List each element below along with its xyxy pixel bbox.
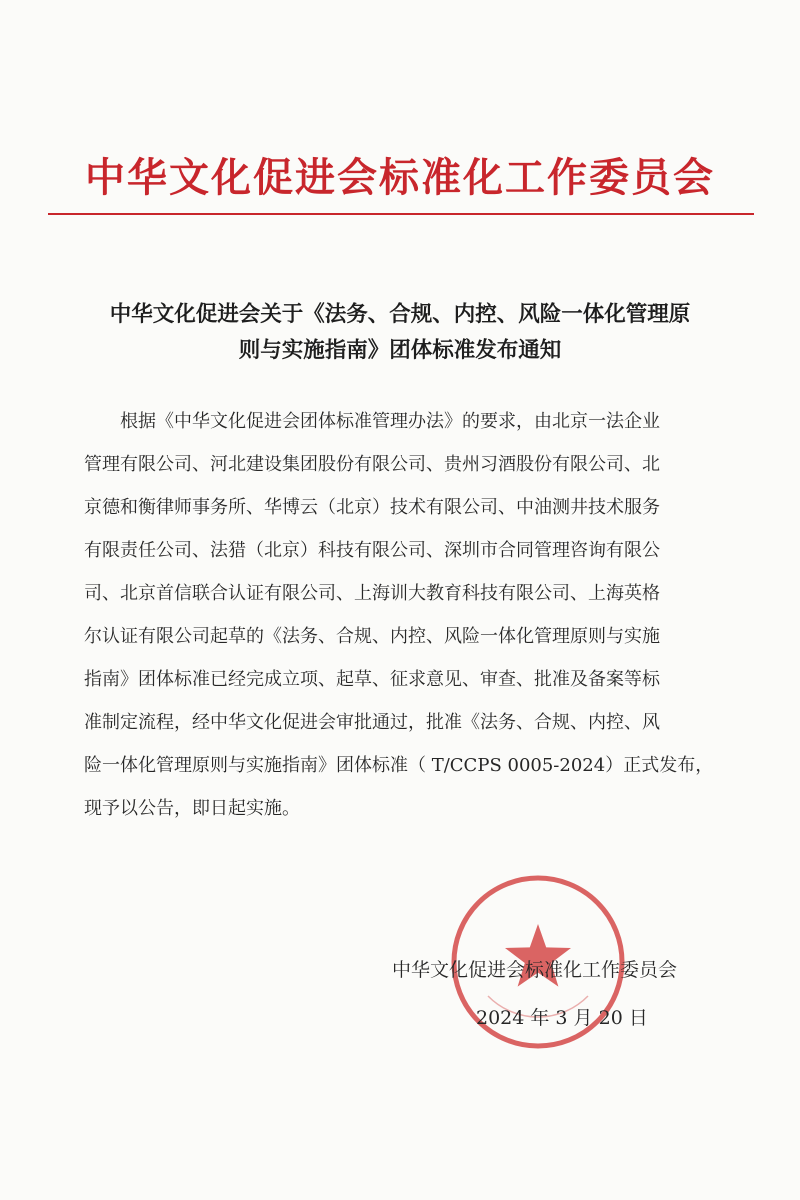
notice-body — [84, 400, 724, 830]
notice-title-line: 中华文化促进会关于《法务、合规、内控、风险一体化管理原 — [109, 302, 691, 327]
body-line: 根据《中华文化促进会团体标准管理办法》的要求，由北京一法企业 — [120, 411, 660, 432]
body-line: 管理有限公司、河北建设集团股份有限公司、贵州习酒股份有限公司、北 — [84, 454, 660, 475]
letterhead: 中华文化促进会标准化工作委员会 — [85, 155, 715, 201]
body-line: 险一体化管理原则与实施指南》团体标准（ T/CCPS 0005-2024）正式发布， — [84, 755, 714, 776]
signature-org: 中华文化促进会标准化工作委员会 — [392, 959, 678, 981]
notice-title — [60, 297, 740, 369]
body-line: 现予以公告，即日起实施。 — [84, 798, 300, 819]
body-line: 准制定流程，经中华文化促进会审批通过，批准《法务、合规、内控、风 — [84, 712, 660, 733]
body-line: 有限责任公司、法猎（北京）科技有限公司、深圳市合同管理咨询有限公 — [84, 540, 660, 561]
notice-title-line: 则与实施指南》团体标准发布通知 — [238, 338, 562, 363]
signature-date: 2024 年 3 月 20 日 — [476, 1007, 648, 1029]
body-line: 京德和衡律师事务所、华博云（北京）技术有限公司、中油测井技术服务 — [84, 497, 660, 518]
body-line: 司、北京首信联合认证有限公司、上海训大教育科技有限公司、上海英格 — [84, 583, 660, 604]
letterhead-rule — [48, 213, 754, 215]
body-line: 尔认证有限公司起草的《法务、合规、内控、风险一体化管理原则与实施 — [84, 626, 660, 647]
body-line: 指南》团体标准已经完成立项、起草、征求意见、审查、批准及备案等标 — [84, 669, 660, 690]
